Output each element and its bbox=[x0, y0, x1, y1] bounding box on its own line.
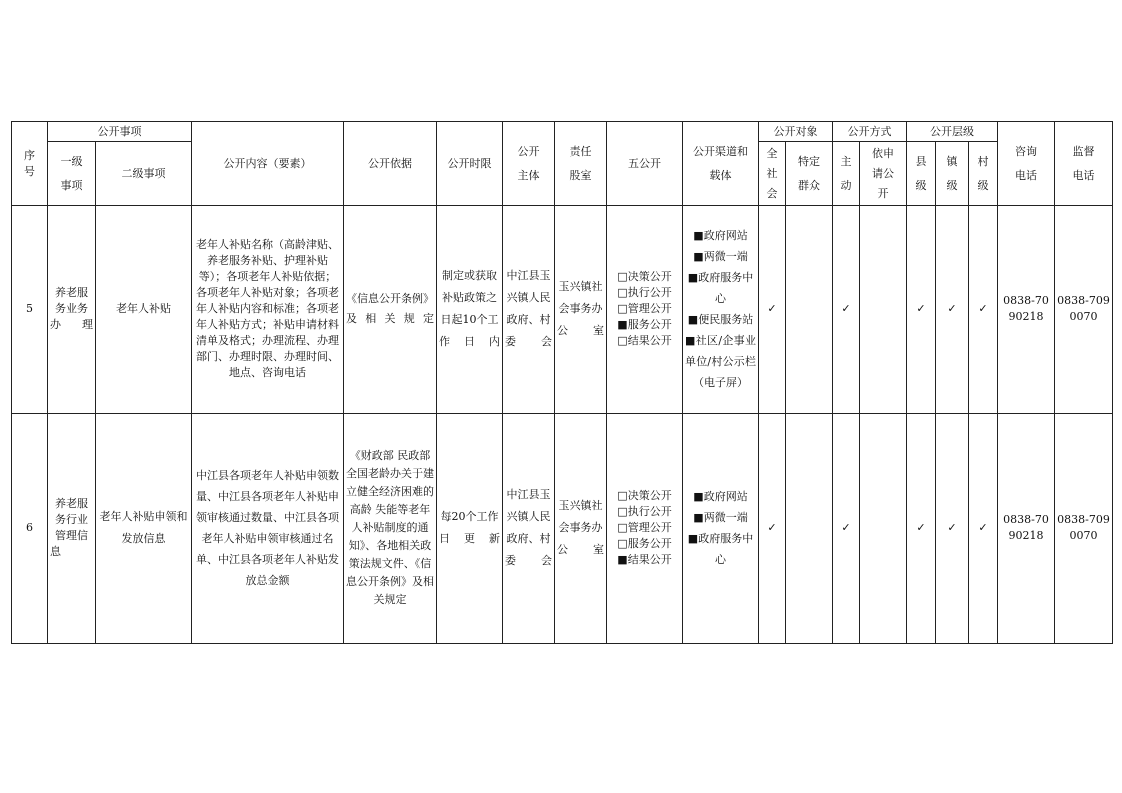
channel-item: ■社区/企事业单位/村公示栏（电子屏） bbox=[685, 334, 756, 390]
header-time-limit: 公开时限 bbox=[437, 122, 503, 206]
five-open-item: □服务公开 bbox=[617, 537, 672, 551]
header-item-group: 公开事项 bbox=[48, 122, 192, 142]
row-supervise-phone: 0838-7090070 bbox=[1055, 413, 1113, 643]
row-dept: 玉兴镇社会事务办公室 bbox=[555, 413, 607, 643]
row-supervise-phone: 0838-7090070 bbox=[1055, 206, 1113, 413]
five-open-item: □管理公开 bbox=[617, 302, 672, 316]
header-target-group: 公开对象 bbox=[759, 122, 833, 142]
row-subject: 中江县玉兴镇人民政府、村委会 bbox=[503, 206, 555, 413]
header-method-request: 依申请公开 bbox=[860, 142, 907, 206]
header-target-specific: 特定群众 bbox=[786, 142, 833, 206]
row-method-request bbox=[860, 413, 907, 643]
row-consult-phone: 0838-7090218 bbox=[998, 206, 1055, 413]
row-target-all: ✓ bbox=[759, 206, 786, 413]
header-level-town: 镇级 bbox=[936, 142, 969, 206]
row-time-limit: 制定或获取补贴政策之日起10个工作日内 bbox=[437, 206, 503, 413]
header-subject: 公开主体 bbox=[503, 122, 555, 206]
table-row bbox=[12, 413, 1113, 643]
header-row-1 bbox=[12, 122, 1113, 142]
header-method-active: 主动 bbox=[833, 142, 860, 206]
header-level-village: 村级 bbox=[969, 142, 998, 206]
channel-item: ■政府网站 bbox=[693, 229, 748, 243]
header-five-open: 五公开 bbox=[607, 122, 683, 206]
header-content: 公开内容（要素） bbox=[192, 122, 344, 206]
five-open-item: ■服务公开 bbox=[617, 318, 672, 332]
header-basis: 公开依据 bbox=[344, 122, 437, 206]
row-seq: 5 bbox=[12, 206, 48, 413]
five-open-item: □决策公开 bbox=[617, 489, 672, 503]
header-level2: 二级事项 bbox=[96, 142, 192, 206]
five-open-item: ■结果公开 bbox=[617, 553, 672, 567]
row-target-specific bbox=[786, 413, 833, 643]
row-target-all: ✓ bbox=[759, 413, 786, 643]
row-five-open bbox=[607, 413, 683, 643]
row-method-active: ✓ bbox=[833, 413, 860, 643]
row-content: 中江县各项老年人补贴申领数量、中江县各项老年人补贴申领审核通过数量、中江县各项老年人补贴申领审核通过名单、中江县各项老年人补贴发放总金额 bbox=[192, 413, 344, 643]
header-level-county: 县级 bbox=[907, 142, 936, 206]
five-open-list bbox=[617, 488, 671, 568]
row-consult-phone: 0838-7090218 bbox=[998, 413, 1055, 643]
row-level-town: ✓ bbox=[936, 206, 969, 413]
header-supervise-phone: 监督电话 bbox=[1055, 122, 1113, 206]
five-open-item: □管理公开 bbox=[617, 521, 672, 535]
row-channels bbox=[683, 413, 759, 643]
five-open-item: □决策公开 bbox=[617, 270, 672, 284]
row-method-request bbox=[860, 206, 907, 413]
disclosure-table bbox=[11, 121, 1113, 644]
header-level-group: 公开层级 bbox=[907, 122, 998, 142]
row-channels bbox=[683, 206, 759, 413]
five-open-list bbox=[617, 269, 671, 349]
row-seq: 6 bbox=[12, 413, 48, 643]
row-time-limit: 每20个工作日更新 bbox=[437, 413, 503, 643]
row-method-active: ✓ bbox=[833, 206, 860, 413]
row-level-village: ✓ bbox=[969, 206, 998, 413]
table-row bbox=[12, 206, 1113, 413]
header-target-all: 全社会 bbox=[759, 142, 786, 206]
row-basis: 《财政部 民政部 全国老龄办关于建立健全经济困难的高龄 失能等老年人补贴制度的通知》、各地相关政策法规文件、《信息公开条例》及相关规定 bbox=[344, 413, 437, 643]
row-dept: 玉兴镇社会事务办公室 bbox=[555, 206, 607, 413]
row-level-county: ✓ bbox=[907, 413, 936, 643]
five-open-item: □执行公开 bbox=[617, 505, 672, 519]
row-level1: 养老服务业务办理 bbox=[48, 206, 96, 413]
row-target-specific bbox=[786, 206, 833, 413]
header-dept: 责任股室 bbox=[555, 122, 607, 206]
header-consult-phone: 咨询电话 bbox=[998, 122, 1055, 206]
channel-item: ■政府服务中心 bbox=[687, 271, 754, 306]
five-open-item: □执行公开 bbox=[617, 286, 672, 300]
channel-item: ■两微一端 bbox=[693, 511, 748, 525]
row-basis: 《信息公开条例》及相关规定 bbox=[344, 206, 437, 413]
channel-item: ■政府网站 bbox=[693, 490, 748, 504]
row-level-village: ✓ bbox=[969, 413, 998, 643]
row-level2: 老年人补贴 bbox=[96, 206, 192, 413]
channel-item: ■便民服务站 bbox=[687, 313, 754, 327]
row-subject: 中江县玉兴镇人民政府、村委会 bbox=[503, 413, 555, 643]
channel-item: ■政府服务中心 bbox=[687, 532, 754, 567]
row-level2: 老年人补贴申领和发放信息 bbox=[96, 413, 192, 643]
row-five-open bbox=[607, 206, 683, 413]
header-channel: 公开渠道和载体 bbox=[683, 122, 759, 206]
row-content: 老年人补贴名称（高龄津贴、养老服务补贴、护理补贴等）；各项老年人补贴依据；各项老年人补贴对象；各项老年人补贴内容和标准；各项老年人补贴方式；补贴申请材料清单及格式；办理流程、办理部门、办理时限、办理时间、地点、咨询电话 bbox=[192, 206, 344, 413]
five-open-item: □结果公开 bbox=[617, 334, 672, 348]
header-seq: 序号 bbox=[12, 122, 48, 206]
channel-item: ■两微一端 bbox=[693, 250, 748, 264]
row-level-town: ✓ bbox=[936, 413, 969, 643]
row-level-county: ✓ bbox=[907, 206, 936, 413]
header-method-group: 公开方式 bbox=[833, 122, 907, 142]
disclosure-table-sheet bbox=[11, 121, 1112, 644]
row-level1: 养老服务行业管理信息 bbox=[48, 413, 96, 643]
header-level1: 一级事项 bbox=[48, 142, 96, 206]
